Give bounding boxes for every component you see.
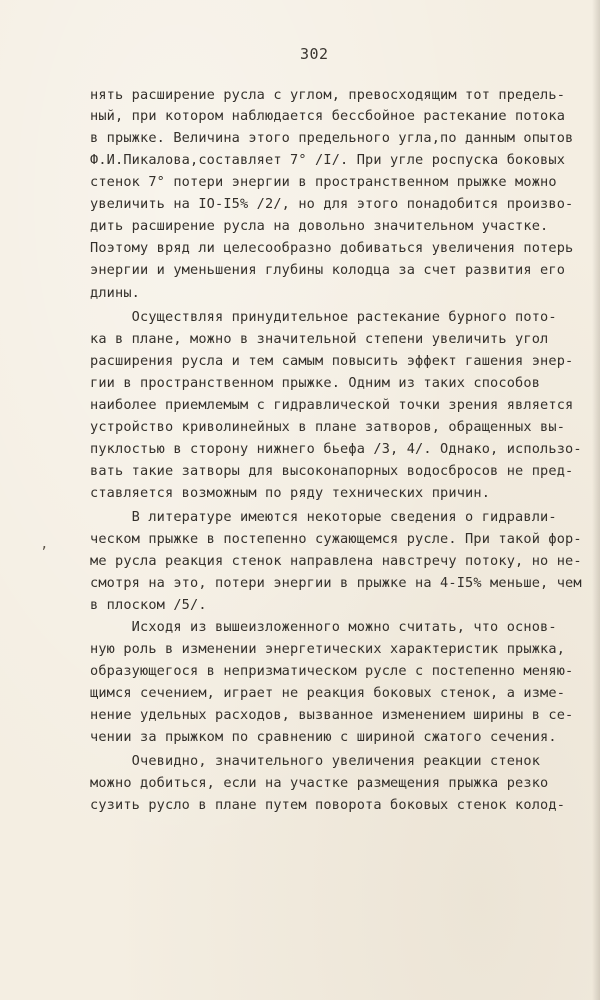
text-line: увеличить на IO-I5% /2/, но для этого понадобится произво- [90, 196, 574, 212]
text-line: смотря на это, потери энергии в прыжке на 4-I5% меньше, чем [90, 575, 582, 591]
text-line: ческом прыжке в постепенно сужающемся русле. При такой фор- [90, 531, 582, 547]
text-line: ме русла реакция стенок направлена навстречу потоку, но не- [90, 553, 582, 569]
text-line: энергии и уменьшения глубины колодца за счет развития его [90, 262, 566, 278]
text-line: В литературе имеются некоторые сведения о гидравли- [90, 509, 557, 525]
text-line: пуклостью в сторону нижнего бьефа /3, 4/. Однако, использо- [90, 441, 582, 457]
text-line: Исходя из вышеизложенного можно считать, что основ- [90, 619, 557, 635]
text-line: вать такие затворы для высоконапорных водосбросов не пред- [90, 463, 574, 479]
text-line: гии в пространственном прыжке. Одним из таких способов [90, 375, 541, 391]
text-line: устройство криволинейных в плане затворов, обращенных вы- [90, 419, 566, 435]
text-line: дить расширение русла на довольно значительном участке. [90, 218, 549, 234]
text-line: Поэтому вряд ли целесообразно добиваться увеличения потерь [90, 240, 574, 256]
text-line: ную роль в изменении энергетических характеристик прыжка, [90, 641, 566, 657]
text-line: нять расширение русла с углом, превосходящим тот предель- [90, 87, 566, 103]
text-line: в прыжке. Величина этого предельного угла,по данным опытов [90, 130, 574, 146]
page-number: 302 [300, 45, 329, 63]
text-line: чении за прыжком по сравнению с шириной сжатого сечения. [90, 729, 557, 745]
text-line: ный, при котором наблюдается бессбойное растекание потока [90, 108, 566, 124]
page-edge-shadow [592, 0, 600, 1000]
text-line: расширения русла и тем самым повысить эффект гашения энер- [90, 353, 574, 369]
text-line: сузить русло в плане путем поворота боковых стенок колод- [90, 797, 566, 813]
text-line: Ф.И.Пикалова,составляет 7° /I/. При угле роспуска боковых [90, 152, 566, 168]
text-line: стенок 7° потери энергии в пространственном прыжке можно [90, 174, 557, 190]
text-line: ка в плане, можно в значительной степени увеличить угол [90, 331, 549, 347]
text-line: в плоском /5/. [90, 597, 207, 613]
text-line: нение удельных расходов, вызванное изменением ширины в се- [90, 707, 574, 723]
text-line: наиболее приемлемым с гидравлической точки зрения является [90, 397, 574, 413]
text-line: можно добиться, если на участке размещения прыжка резко [90, 775, 549, 791]
text-line: ставляется возможным по ряду технических причин. [90, 485, 491, 501]
text-line: образующегося в непризматическом русле с постепенно меняю- [90, 663, 574, 679]
text-line: Очевидно, значительного увеличения реакции стенок [90, 753, 541, 769]
text-line: Осуществляя принудительное растекание бурного пото- [90, 309, 557, 325]
margin-mark: ’ [40, 545, 48, 560]
text-line: длины. [90, 285, 141, 301]
text-line: щимся сечением, играет не реакция боковых стенок, а изме- [90, 685, 566, 701]
